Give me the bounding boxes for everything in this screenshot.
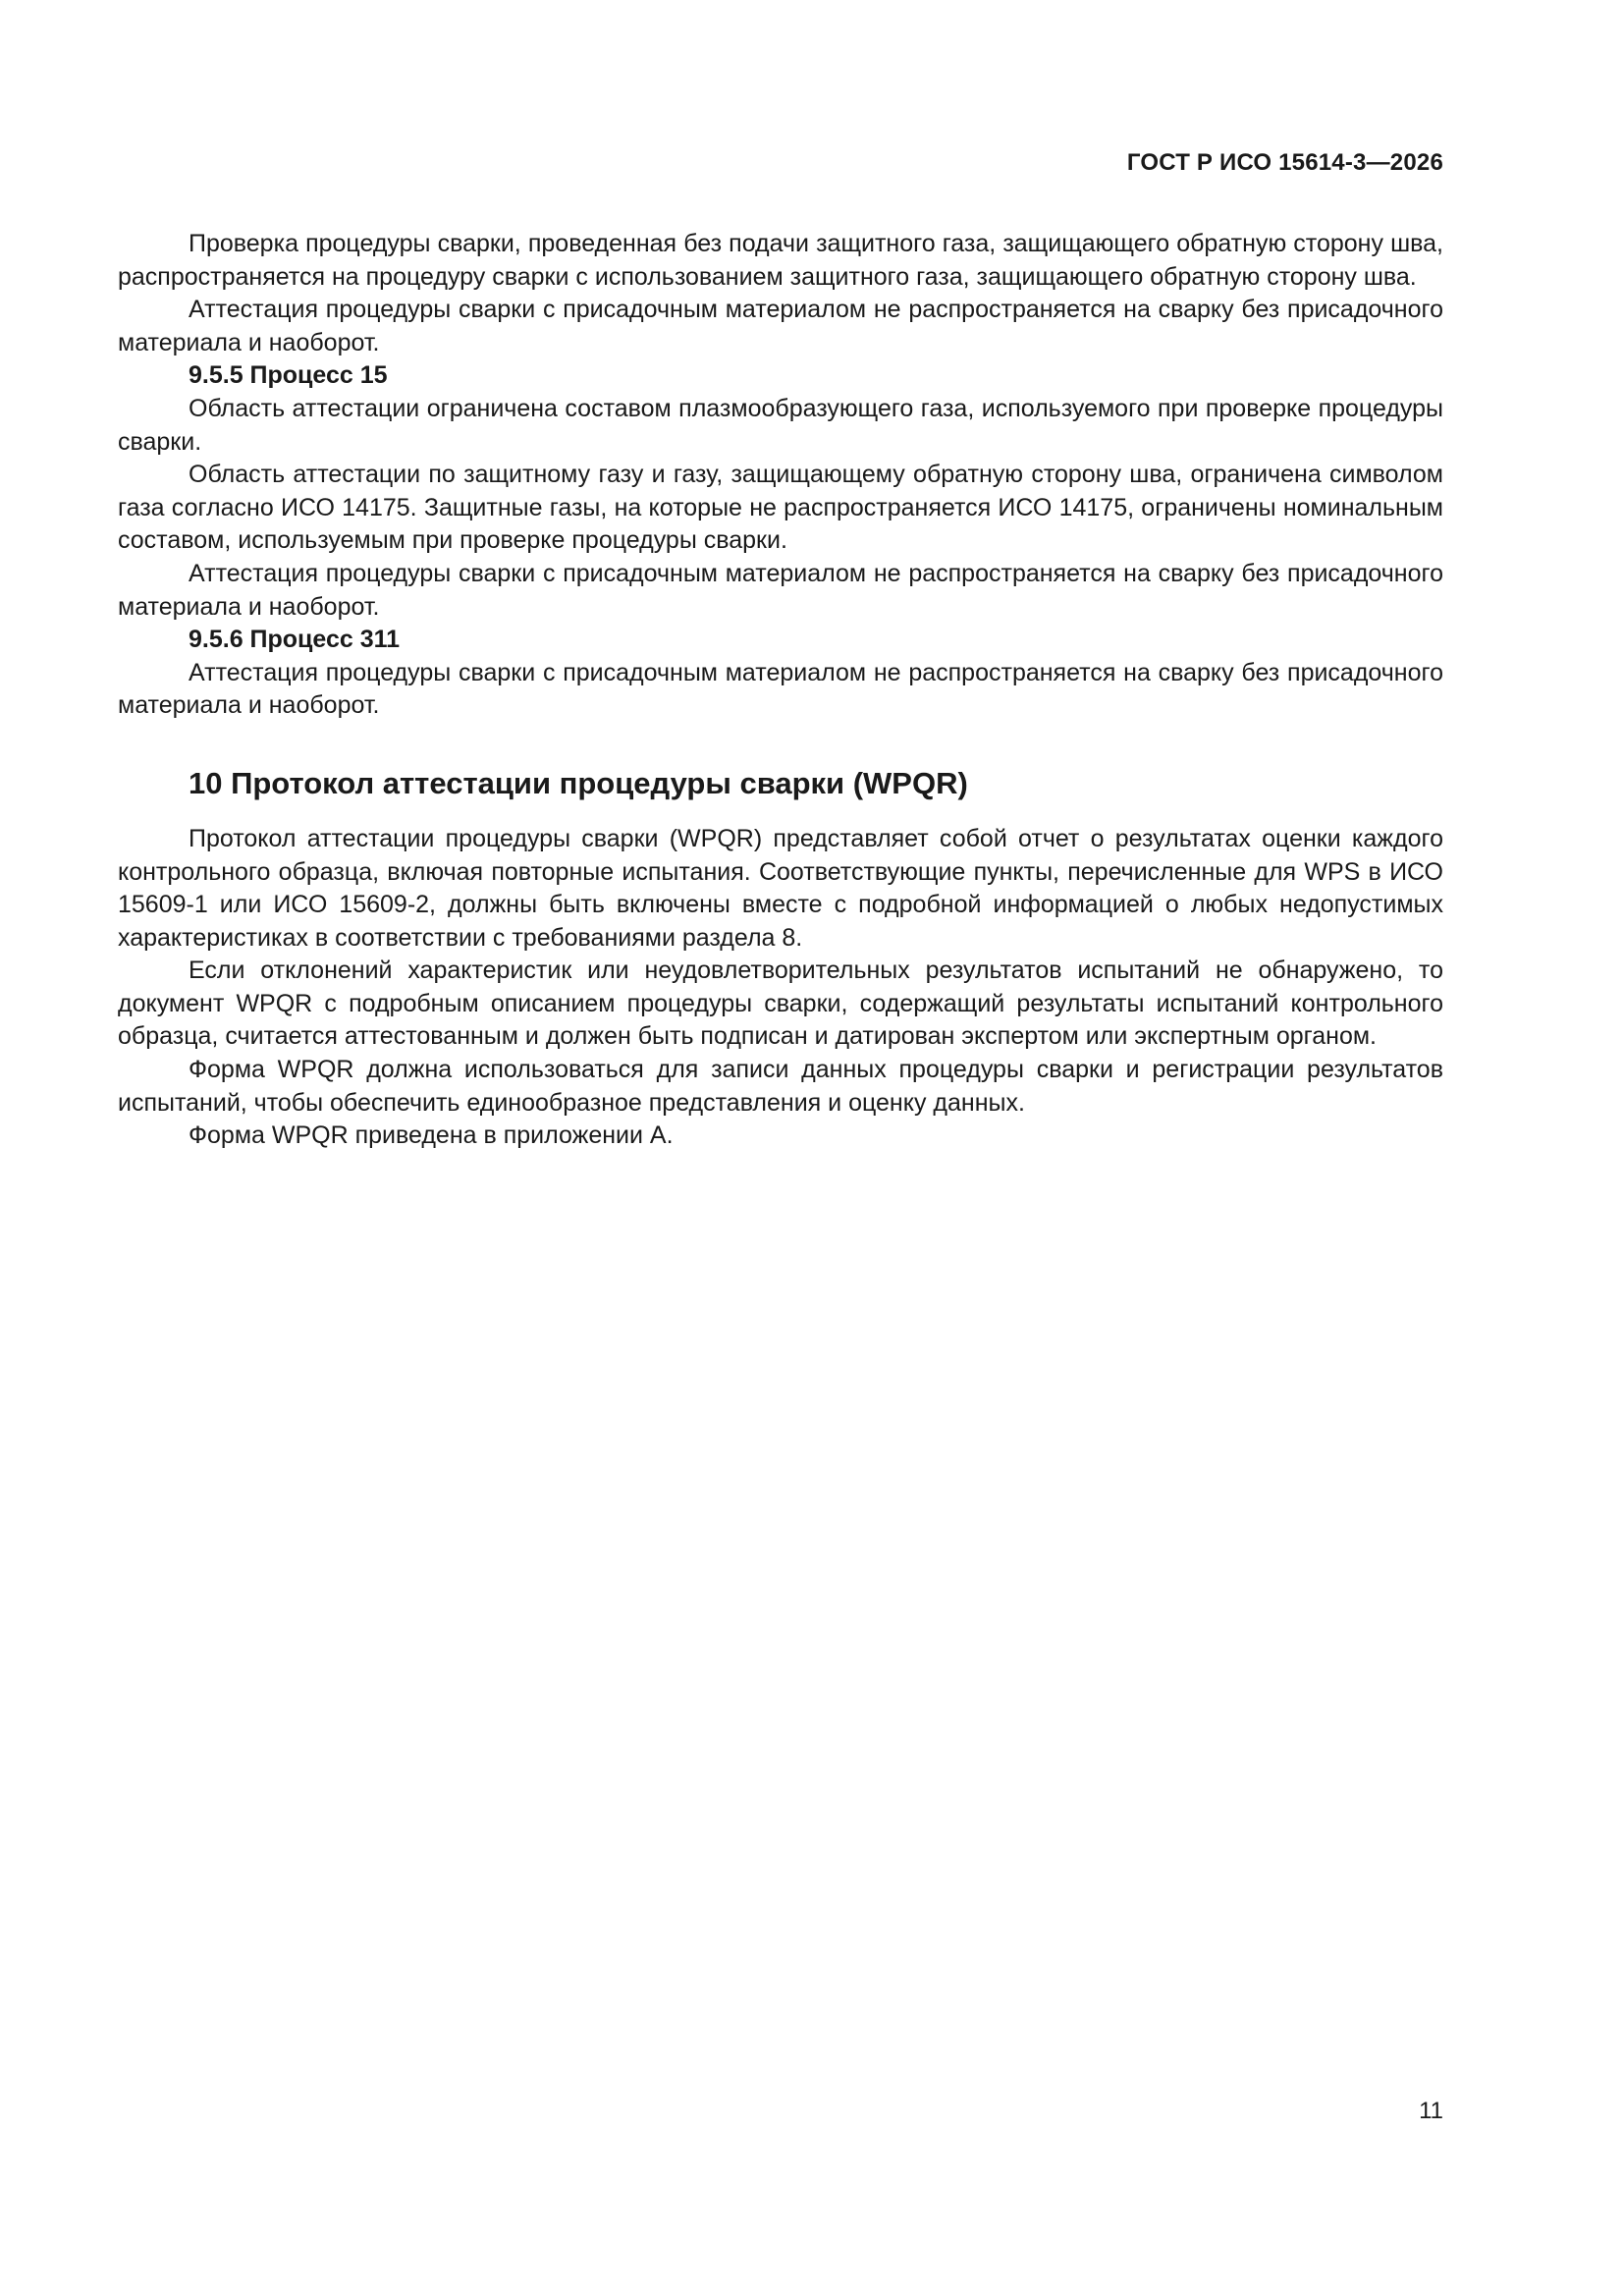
subsection-heading-9-5-6: 9.5.6 Процесс 311	[189, 626, 401, 654]
section-heading-10: 10 Протокол аттестации процедуры сварки (WPQR)	[189, 765, 968, 800]
paragraph-wpqr-annex-reference: Форма WPQR приведена в приложении А.	[189, 1121, 674, 1150]
paragraph-wpqr-approval: Если отклонений характеристик или неудовлетворительных результатов испытаний не обнаружено, то документ WPQR с подробным описанием процедуры сварки, содержащий результаты испытаний контрольного образца, считается аттестованным и должен быть подписан и датирован экспертом или экспертным органом.	[118, 957, 1443, 1051]
paragraph-wpqr-form-usage: Форма WPQR должна использоваться для записи данных процедуры сварки и регистрации результатов испытаний, чтобы обеспечить единообразное представления и оценку данных.	[118, 1056, 1443, 1117]
paragraph-plasma-gas-scope: Область аттестации ограничена составом плазмообразующего газа, используемого при проверке процедуры сварки.	[118, 394, 1443, 456]
paragraph-wpqr-definition: Протокол аттестации процедуры сварки (WPQR) представляет собой отчет о результатах оценки каждого контрольного образца, включая повторные испытания. Соответствующие пункты, перечисленные для WPS в ИСО 15609-1 или ИСО 15609-2, должны быть включены вместе с подробной информацией о любых недопустимых характеристиках в соответствии с требованиями раздела 8.	[118, 824, 1443, 952]
paragraph-filler-material-scope-1: Аттестация процедуры сварки с присадочным материалом не распространяется на сварку без присадочного материала и наоборот.	[118, 296, 1443, 356]
page-number: 11	[1419, 2098, 1443, 2124]
paragraph-filler-material-scope-2: Аттестация процедуры сварки с присадочным материалом не распространяется на сварку без присадочного материала и наоборот.	[118, 559, 1443, 621]
subsection-heading-9-5-5: 9.5.5 Процесс 15	[189, 361, 388, 390]
paragraph-shielding-gas-scope: Область аттестации по защитному газу и газу, защищающему обратную сторону шва, ограничена символом газа согласно ИСО 14175. Защитные газы, на которые не распространяется ИСО 14175, ограничены номинальным составом, используемым при проверке процедуры сварки.	[118, 461, 1443, 555]
document-code-header: ГОСТ Р ИСО 15614-3—2026	[1126, 149, 1443, 176]
paragraph-backing-gas-verification: Проверка процедуры сварки, проведенная без подачи защитного газа, защищающего обратную сторону шва, распространяется на процедуру сварки с использованием защитного газа, защищающего обратную сторону шва.	[118, 230, 1443, 291]
page-content	[118, 228, 1443, 1153]
paragraph-filler-material-scope-3: Аттестация процедуры сварки с присадочным материалом не распространяется на сварку без присадочного материала и наоборот.	[118, 658, 1443, 720]
